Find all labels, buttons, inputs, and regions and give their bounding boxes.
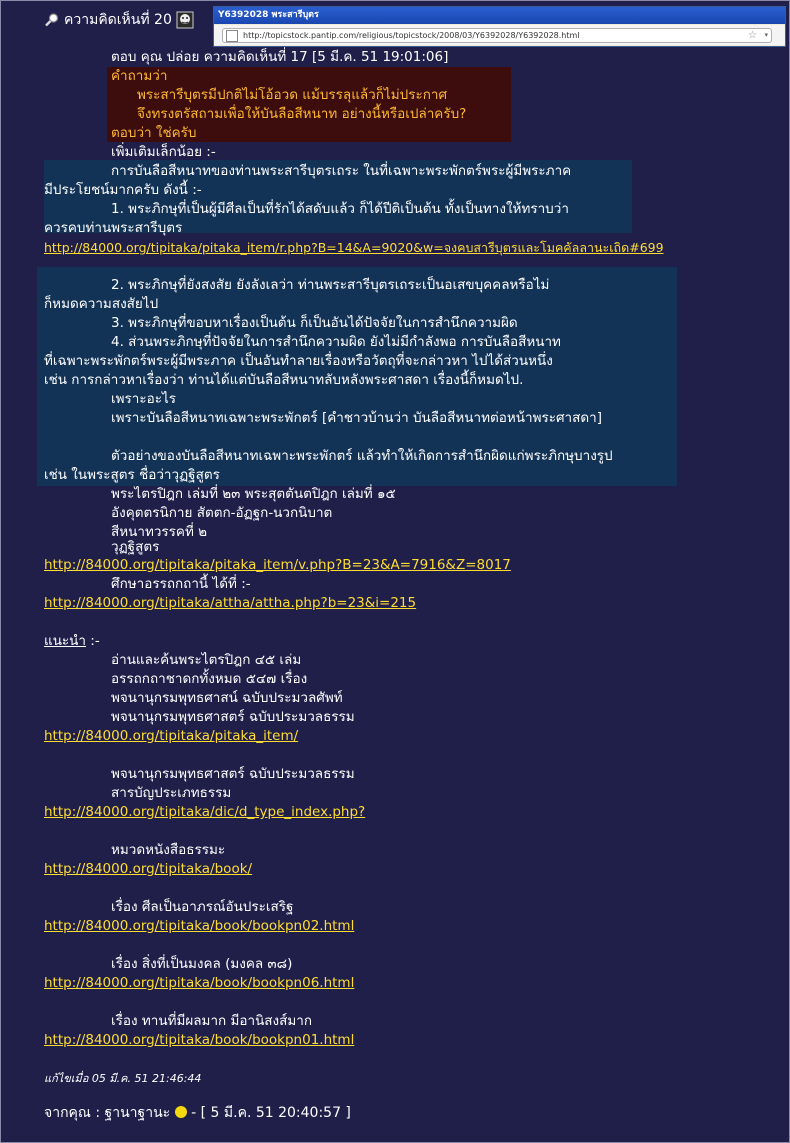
- reference-line: อังคุตตรนิกาย สัตตก-อัฏฐก-นวกนิบาต: [111, 505, 333, 521]
- recommend-item: เรื่อง ศีลเป็นอาภรณ์อันประเสริฐ: [111, 899, 294, 915]
- recommend-label: แนะนำ: [44, 633, 86, 649]
- tipitaka-link[interactable]: http://84000.org/tipitaka/pitaka_item/r.php?B=14&A=9020&w=จงคบสารีบุตรและโมคคัลลานะเถิด#699: [44, 240, 664, 255]
- user-avatar-icon: [176, 11, 194, 29]
- post-timestamp: - [ 5 มี.ค. 51 20:40:57 ]: [191, 1105, 351, 1121]
- comment-header: [44, 9, 194, 31]
- book-link[interactable]: http://84000.org/tipitaka/book/bookpn02.html: [44, 918, 355, 934]
- reference-line: พระไตรปิฎก เล่มที่ ๒๓ พระสุตตันตปิฎก เล่มที่ ๑๕: [111, 486, 396, 502]
- paragraph-line: เพราะอะไร: [111, 391, 176, 407]
- url-field[interactable]: [222, 28, 772, 43]
- paragraph-line: การบันลือสีหนาทของท่านพระสารีบุตรเถระ ในที่เฉพาะพระพักตร์พระผู้มีพระภาค: [111, 163, 572, 179]
- book-link[interactable]: http://84000.org/tipitaka/book/bookpn06.html: [44, 975, 355, 991]
- browser-window-screenshot: [213, 6, 786, 47]
- paragraph-line: 4. ส่วนพระภิกษุที่ปัจจัยในการสำนึกความผิด ยังไม่มีกำลังพอ การบันลือสีหนาท: [111, 334, 561, 350]
- bookmark-star-icon[interactable]: ☆: [748, 30, 757, 41]
- recommend-item: สารบัญประเภทธรรม: [111, 785, 232, 801]
- paragraph-line: เพราะบันลือสีหนาทเฉพาะพระพักตร์ [คำชาวบ้านว่า บันลือสีหนาทต่อหน้าพระศาสดา]: [111, 410, 602, 426]
- paragraph-line: มีประโยชน์มากครับ ดังนี้ :-: [44, 182, 202, 198]
- attha-link[interactable]: http://84000.org/tipitaka/attha/attha.php?b=23&i=215: [44, 595, 417, 611]
- book-link[interactable]: http://84000.org/tipitaka/book/bookpn01.html: [44, 1032, 355, 1048]
- book-index-link[interactable]: http://84000.org/tipitaka/book/: [44, 861, 253, 877]
- recommend-item: พจนานุกรมพุทธศาสน์ ฉบับประมวลศัพท์: [111, 690, 343, 706]
- sutta-link[interactable]: http://84000.org/tipitaka/pitaka_item/v.php?B=23&A=7916&Z=8017: [44, 557, 511, 573]
- dropdown-arrow-icon[interactable]: ▾: [764, 31, 768, 39]
- paragraph-line: เช่น ในพระสูตร ชื่อว่าวุฏฐิสูตร: [44, 467, 220, 483]
- question-label: คำถามว่า: [111, 68, 168, 84]
- magnifier-icon: [44, 12, 60, 28]
- answer-label: ตอบว่า ใช่ครับ: [111, 125, 197, 141]
- browser-address-bar: [214, 25, 785, 45]
- pitaka-item-link[interactable]: http://84000.org/tipitaka/pitaka_item/: [44, 728, 299, 744]
- paragraph-line: 2. พระภิกษุที่ยังสงสัย ยังลังเลว่า ท่านพระสารีบุตรเถระเป็นอเสขบุคคลหรือไม่: [111, 277, 550, 293]
- recommend-item: หมวดหนังสือธรรมะ: [111, 842, 226, 858]
- comment-number: ความคิดเห็นที่ 20: [64, 12, 172, 28]
- recommend-colon: :-: [86, 633, 100, 649]
- smiley-icon: [175, 1106, 187, 1118]
- author-name[interactable]: จากคุณ : ฐานาฐานะ: [44, 1105, 171, 1121]
- url-text: http://topicstock.pantip.com/religious/topicstock/2008/03/Y6392028/Y6392028.html: [243, 31, 580, 40]
- recommend-item: พจนานุกรมพุทธศาสตร์ ฉบับประมวลธรรม: [111, 709, 355, 725]
- paragraph-line: ตัวอย่างของบันลือสีหนาทเฉพาะพระพักตร์ แล้วทำให้เกิดการสำนึกผิดแก่พระภิกษุบางรูป: [111, 448, 613, 464]
- recommend-item: อ่านและค้นพระไตรปิฎก ๔๕ เล่ม: [111, 652, 302, 668]
- question-line-2: จึงทรงตรัสถามเพื่อให้บันลือสีหนาท อย่างนี้หรือเปล่าครับ?: [137, 106, 467, 122]
- page-icon: [226, 30, 238, 42]
- paragraph-line: 1. พระภิกษุที่เป็นผู้มีศีลเป็นที่รักได้สดับแล้ว ก็ได้ปีติเป็นต้น ทั้งเป็นทางให้ทราบว่า: [111, 201, 569, 217]
- author-line: [44, 1104, 351, 1123]
- additional-note: เพิ่มเติมเล็กน้อย :-: [111, 144, 216, 160]
- reference-line: สีหนาทวรรคที่ ๒: [111, 524, 208, 540]
- recommend-item: อรรถกถาชาดกทั้งหมด ๕๔๗ เรื่อง: [111, 671, 308, 687]
- recommend-item: เรื่อง ทานที่มีผลมาก มีอานิสงส์มาก: [111, 1013, 313, 1029]
- recommend-heading: [44, 632, 100, 651]
- reference-line: ศึกษาอรรถกถานี้ ได้ที่ :-: [111, 576, 251, 592]
- recommend-item: เรื่อง สิ่งที่เป็นมงคล (มงคล ๓๘): [111, 956, 293, 972]
- edited-timestamp: แก้ไขเมื่อ 05 มี.ค. 51 21:46:44: [44, 1072, 202, 1085]
- question-line-1: พระสารีบุตรมีปกติไม่โอ้อวด แม้บรรลุแล้วก็ไม่ประกาศ: [137, 87, 448, 103]
- paragraph-line: ควรคบท่านพระสารีบุตร: [44, 220, 183, 236]
- paragraph-line: ที่เฉพาะพระพักตร์พระผู้มีพระภาค เป็นอันทำลายเรื่องหรือวัตถุที่จะกล่าวหา ไปได้ส่วนหนึ่ง: [44, 353, 553, 369]
- paragraph-line: ก็หมดความสงสัยไป: [44, 296, 159, 312]
- paragraph-line: เช่น การกล่าวหาเรื่องว่า ท่านได้แต่บันลือสีหนาทลับหลังพระศาสดา เรื่องนี้ก็หมดไป.: [44, 372, 524, 388]
- browser-title-bar: Y6392028 พระสารีบุตร: [214, 7, 785, 24]
- reference-line: วุฏฐิสูตร: [111, 539, 160, 555]
- dictionary-link[interactable]: http://84000.org/tipitaka/dic/d_type_index.php?: [44, 804, 366, 820]
- recommend-item: พจนานุกรมพุทธศาสตร์ ฉบับประมวลธรรม: [111, 766, 355, 782]
- paragraph-line: 3. พระภิกษุที่ขอบหาเรื่องเป็นต้น ก็เป็นอันได้ปัจจัยในการสำนึกความผิด: [111, 315, 518, 331]
- reply-to-line: ตอบ คุณ ปล่อย ความคิดเห็นที่ 17 [5 มี.ค. 51 19:01:06]: [111, 49, 449, 65]
